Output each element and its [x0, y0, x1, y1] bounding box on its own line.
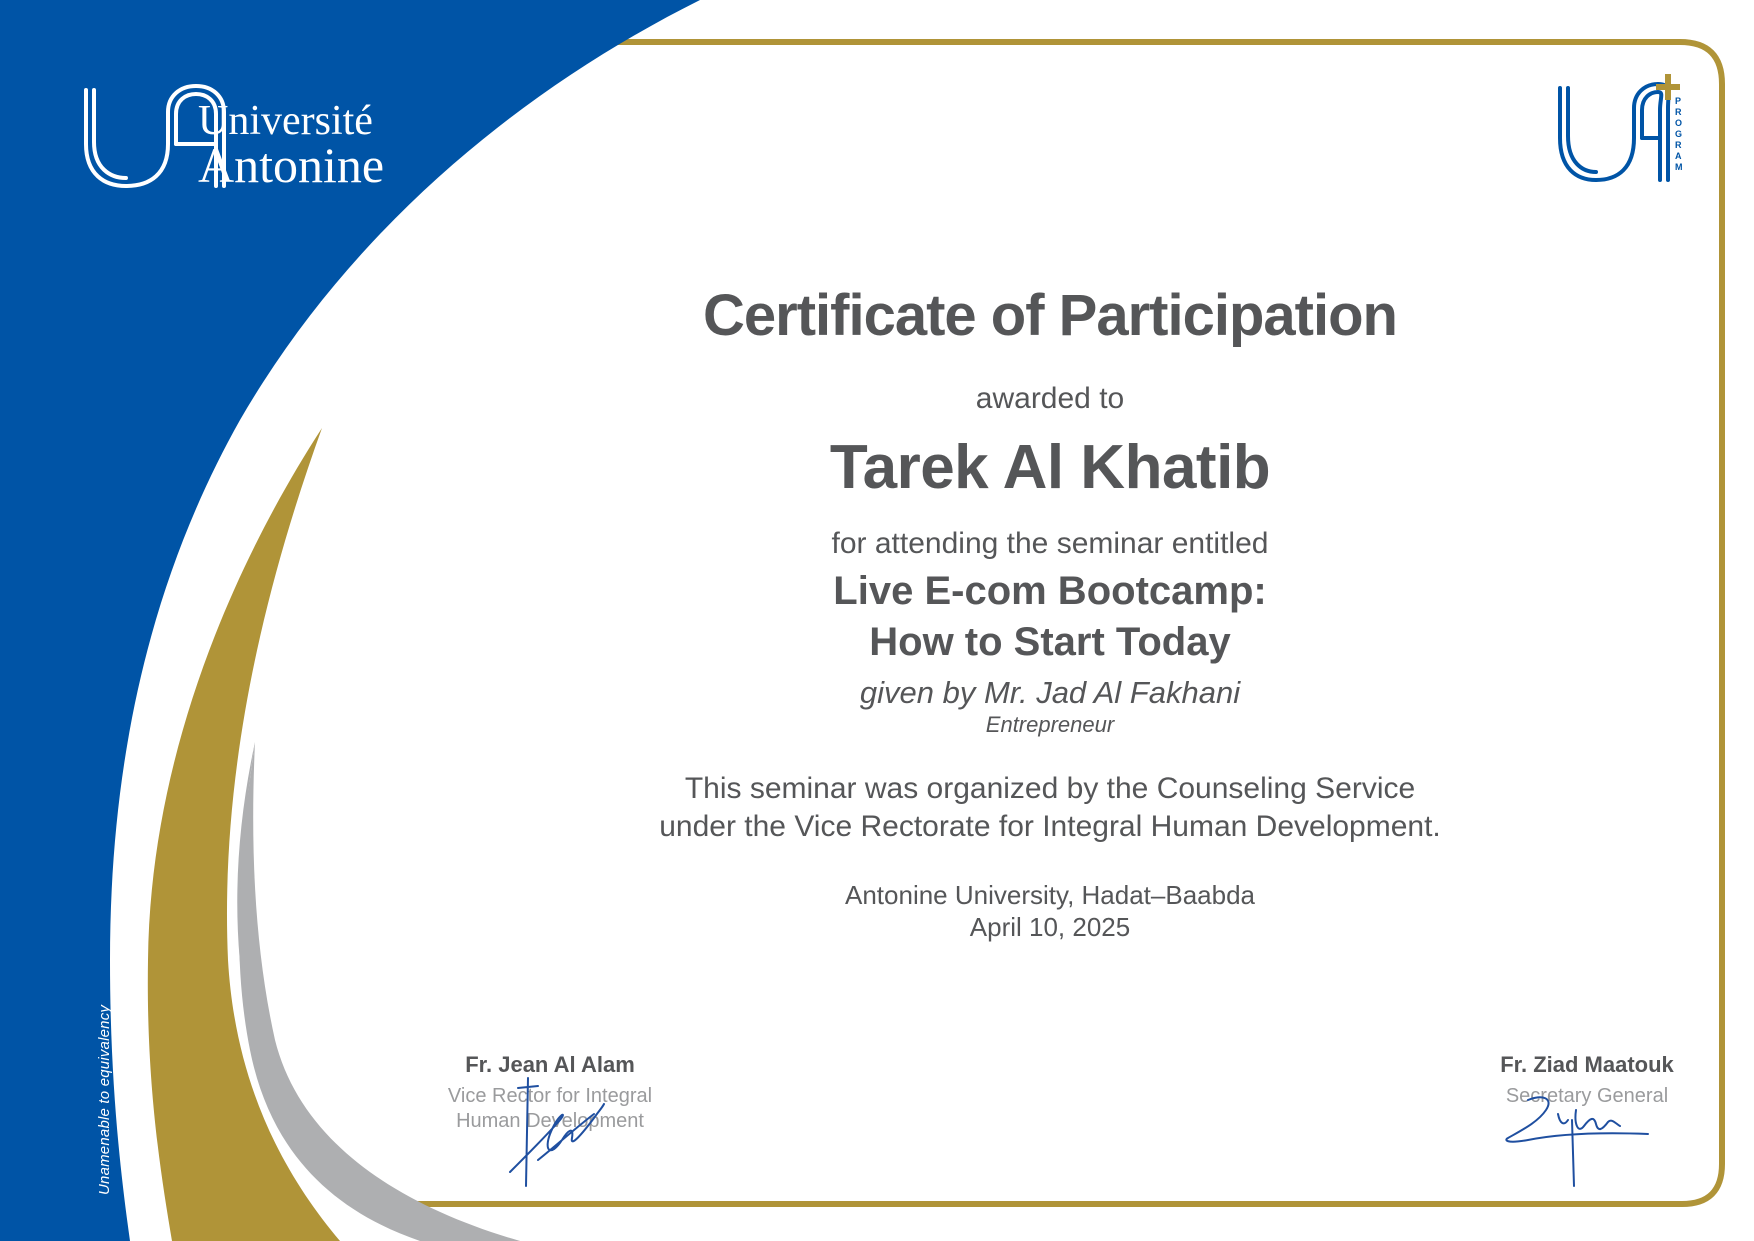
speaker-role: Entrepreneur: [985, 712, 1115, 737]
logo-line1: Université: [198, 98, 373, 144]
seminar-title-line1: Live E-com Bootcamp:: [833, 569, 1267, 613]
signatory-role-line1: Vice Rector for Integral: [447, 1085, 653, 1107]
organized-line1: This seminar was organized by the Counseling Service: [684, 772, 1416, 805]
organized-text: [640, 770, 1460, 846]
location: Antonine University, Hadat–Baabda: [845, 880, 1255, 910]
universite-antonine-logo: [80, 82, 440, 192]
program-vertical-text: P R O G R A M: [1675, 96, 1683, 172]
signatory-name: Fr. Jean Al Alam: [465, 1052, 635, 1077]
ua-program-logo: [1556, 74, 1684, 192]
tagline: Unamenable to equivalency: [96, 1004, 113, 1195]
signature-right: [1498, 1090, 1658, 1190]
signature-left: [498, 1074, 608, 1192]
seminar-title-line2: How to Start Today: [869, 620, 1231, 664]
awarded-to-text: awarded to: [975, 382, 1125, 415]
logo-line2: Antonine: [198, 137, 385, 192]
attending-text: for attending the seminar entitled: [831, 527, 1269, 560]
recipient-name: Tarek Al Khatib: [829, 433, 1271, 502]
certificate-title: Certificate of Participation: [703, 283, 1397, 348]
ua-program-monogram-icon: [1560, 84, 1669, 180]
given-by-text: given by Mr. Jad Al Fakhani: [859, 675, 1241, 710]
date: April 10, 2025: [969, 912, 1131, 942]
signatory-role-line2: Human Development: [456, 1110, 644, 1132]
signatory-name: Fr. Ziad Maatouk: [1500, 1052, 1674, 1077]
signatory-role-line1: Secretary General: [1505, 1085, 1669, 1107]
organized-line2: under the Vice Rectorate for Integral Human Development.: [659, 810, 1441, 843]
seminar-title: [640, 566, 1460, 668]
location-date: [640, 879, 1460, 943]
